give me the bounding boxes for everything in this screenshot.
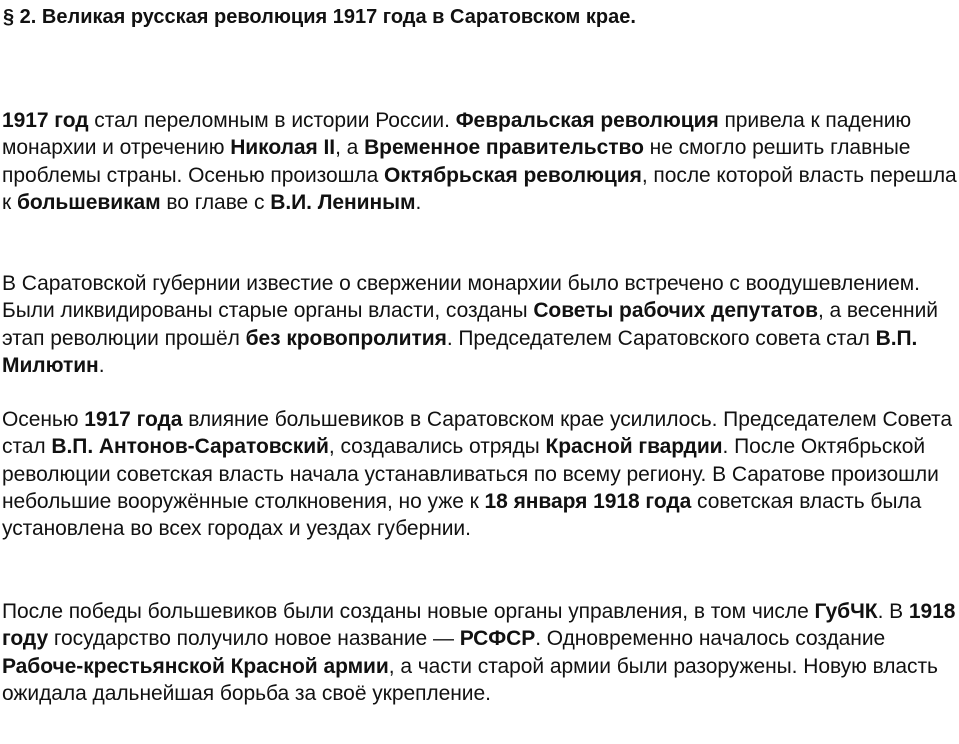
text-run: . <box>98 353 105 377</box>
text-run: государство получило новое название — <box>48 627 460 651</box>
bold-term: без кровопролития <box>245 326 447 350</box>
text-run: стал переломным в истории России. <box>88 109 456 132</box>
bold-term: 18 января 1918 года <box>484 489 692 513</box>
bold-term: Красной гвардии <box>545 435 723 459</box>
bold-term: Рабоче-крестьянской Красной армии <box>2 654 389 678</box>
text-run: советская власть была установлена во всех городах и уездах губернии. <box>2 489 922 541</box>
bold-term: Октябрьская революция <box>384 163 642 187</box>
bold-term: 1917 года <box>84 408 183 431</box>
text-run: , после которой власть перешла к <box>2 163 957 214</box>
text-run: В Саратовской губернии известие о свержении монархии было встречено с воодушевлением. Были ликвидированы старые органы власти, созданы <box>2 272 920 323</box>
bold-term: Николая II <box>230 136 336 160</box>
bold-term: Февральская революция <box>455 109 719 132</box>
text-run: , создавались отряды <box>328 435 546 459</box>
bold-term: ГубЧК <box>814 600 878 623</box>
text-run: . Председателем Саратовского совета стал <box>446 326 876 350</box>
text-run: . В <box>877 600 909 623</box>
paragraph <box>2 406 957 542</box>
text-run: влияние большевиков в Саратовском крае усилилось. Председателем Совета стал <box>2 408 952 459</box>
paragraph <box>2 270 957 379</box>
bold-term: Советы рабочих депутатов <box>533 299 818 323</box>
bold-term: РСФСР <box>459 627 536 651</box>
paragraph <box>2 107 957 216</box>
section-heading: § 2. Великая русская революция 1917 года в Саратовском крае. <box>3 6 636 28</box>
bold-term: В.П. Милютин <box>2 326 918 377</box>
bold-term: 1918 году <box>2 600 956 651</box>
text-run: . <box>415 190 422 214</box>
bold-term: Временное правительство <box>364 136 644 160</box>
text-run: не смогло решить главные проблемы страны. Осенью произошла <box>2 136 911 187</box>
text-run: , а весенний этап революции прошёл <box>2 299 938 350</box>
bold-term: 1917 год <box>2 109 89 132</box>
text-run: привела к падению монархии и отречению <box>2 109 912 160</box>
paragraph <box>2 598 957 707</box>
text-run: во главе с <box>160 190 271 214</box>
bold-term: В.П. Антонов-Саратовский <box>51 435 329 459</box>
text-run: . Одновременно началось создание <box>535 627 886 651</box>
text-run: , а <box>335 136 365 160</box>
bold-term: большевикам <box>16 190 161 214</box>
bold-term: В.И. Лениным <box>270 190 416 214</box>
text-run: После победы большевиков были созданы новые органы управления, в том числе <box>2 600 815 623</box>
text-run: Осенью <box>2 408 85 431</box>
text-run: . После Октябрьской революции советская власть начала устанавливаться по всему региону. В Саратове произошли небольшие вооружённые столкновения, но уже к <box>2 435 939 513</box>
text-run: , а части старой армии были разоружены. Новую власть ожидала дальнейшая борьба за своё укрепление. <box>2 654 938 705</box>
